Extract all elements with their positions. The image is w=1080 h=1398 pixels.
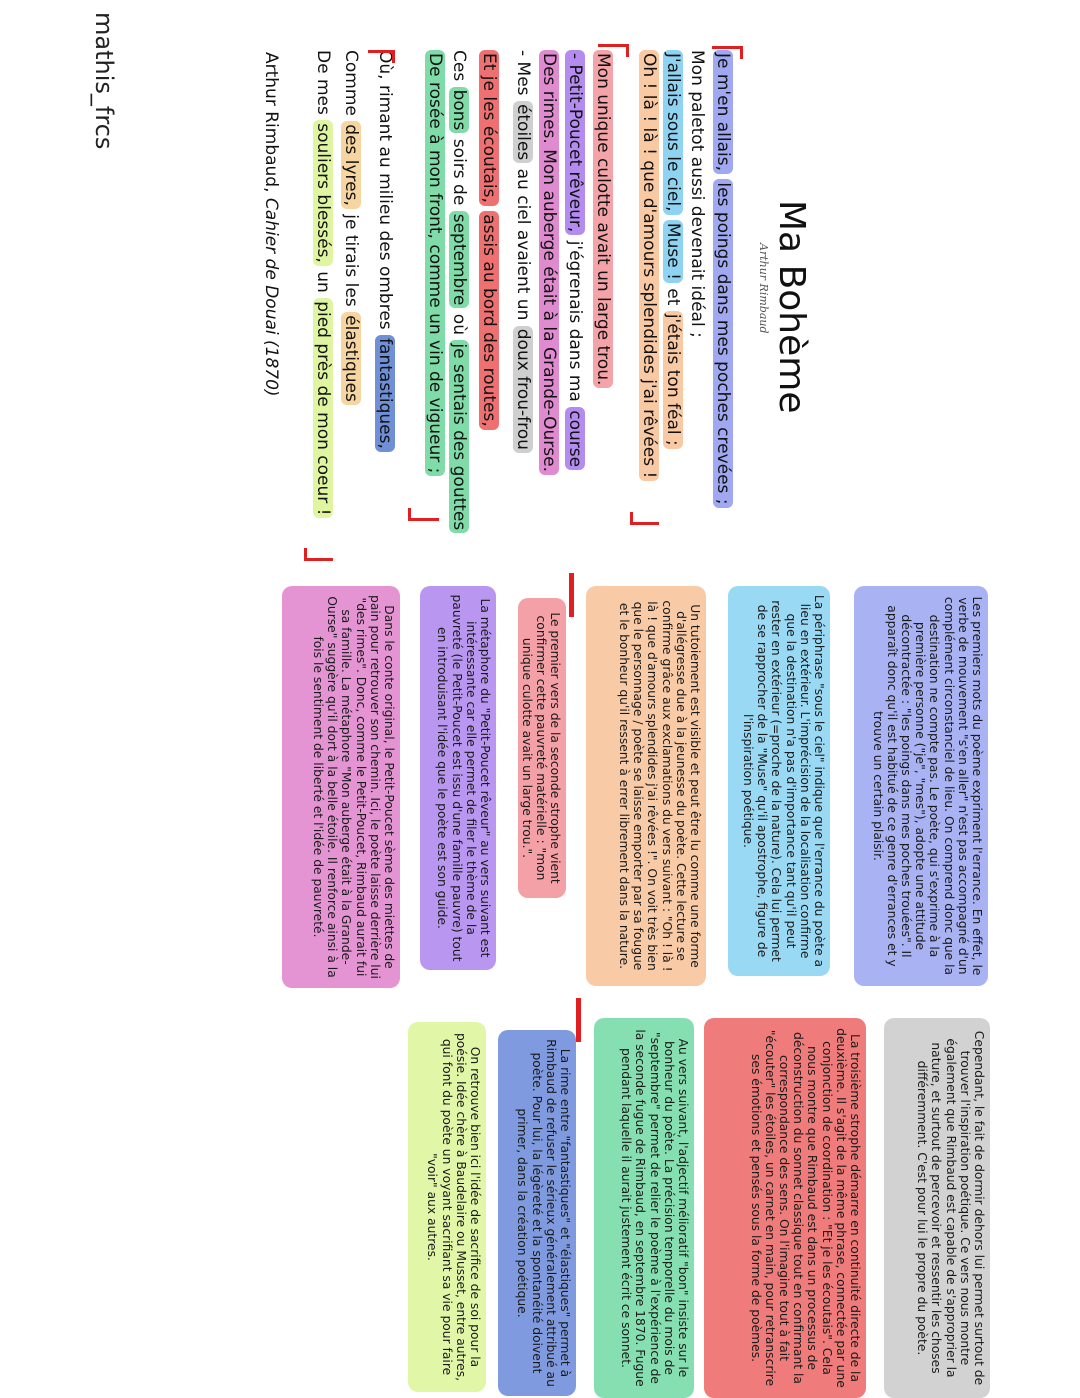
highlighted-text: Et je les écoutais, <box>479 50 499 206</box>
poem-line <box>512 50 534 453</box>
highlighted-text: les poings dans mes poches crevées ; <box>713 179 733 507</box>
poem-line <box>564 50 586 470</box>
poem-line <box>712 50 734 508</box>
highlighted-text: fantastiques, <box>375 335 395 452</box>
poem-line <box>686 50 708 338</box>
highlighted-text: je sentais des gouttes <box>449 340 469 533</box>
poem-line <box>478 50 500 430</box>
poem-line <box>312 50 334 518</box>
poem-line <box>592 50 614 388</box>
poem-text: Où, rimant au milieu des ombres <box>375 50 395 336</box>
poem-subtitle: Arthur Rimbaud <box>757 243 770 334</box>
poem-text: Ces <box>449 50 469 87</box>
divider-mark-2 <box>576 998 581 1042</box>
poem-text: je tirais les <box>341 208 361 313</box>
annotation-note: Les premiers mots du poème expriment l'errance. En effet, le verbe de mouvement "s'en aller" n'est pas accompagné d'un complément circonstanciel de lieu. On comprend donc que la destination ne compte pas. Le poète, qui s'exprime à la première personne ("je", "mes"), adopte une attitude décontractée : "les poings dans mes poches trouées". Il apparaît donc qu'il est habitué de ce genre d'errances et y trouve un certain plaisir. <box>854 586 988 986</box>
highlighted-text: Je m'en allais, <box>713 50 733 174</box>
poem-line <box>638 50 660 481</box>
highlighted-text: Mon unique culotte avait un large trou. <box>593 50 613 388</box>
annotation-note: La périphrase "sous le ciel" indique que l'errance du poète a lieu en extérieur. L'imprécision de la localisation confirme que la destination n'a pas d'importance tant qu'il peut rester en extérieur (=proche de la nature). Cela lui permet de se rapprocher de la "Muse" qu'il apostrophe, figure de l'inspiration poétique. <box>728 586 830 976</box>
stanza-bracket-4-bottom <box>304 548 333 561</box>
stanza-bracket-2-top <box>598 44 629 57</box>
attribution-source: Cahier de Douai (1870) <box>261 197 281 397</box>
poem-text: Comme <box>341 50 361 122</box>
poem-line <box>424 50 446 476</box>
annotation-note: La métaphore du "Petit-Poucet rêveur" au vers suivant est intéressante car elle permet de filer le thème de la pauvreté (le Petit-Poucet est issu d'une famille pauvre) tout en introduisant l'idée que le poète est son guide. <box>420 586 496 970</box>
stanza-bracket-1-top <box>712 46 743 59</box>
highlighted-text: course <box>565 407 585 470</box>
poem-text: Mon paletot aussi devenait idéal ; <box>687 50 707 338</box>
highlighted-text: Oh ! là ! là ! que d'amours splendides j'ai rêvées ! <box>639 50 659 481</box>
highlighted-text: assis au bord des routes, <box>479 211 499 429</box>
poem-text: au ciel avaient un <box>513 163 533 326</box>
annotation-note: On retrouve bien ici l'idée de sacrifice de soi pour la poésie. Idée chère à Baudelaire ou Musset, entre autres, qui font du poète un voyant sacrifiant sa vie pour faire "voir" aux autres. <box>408 1022 486 1392</box>
annotation-note: Dans le conte original, le Petit-Poucet sème des miettes de pain pour retrouver son chemin. Ici, le poète laisse derrière lui "des rimes". Donc, comme le Petit-Poucet, Rimbaud aurait fui sa famille. La métaphore "Mon auberge était à la Grande-Ourse" suggère qu'il dort à la belle étoile. Il renforce ainsi à la fois le sentiment de liberté et l'idée de pauvreté. <box>282 586 400 988</box>
highlighted-text: septembre <box>449 211 469 309</box>
annotation-note: Un tutoiement est visible et peut être lu comme une forme d'allégresse due à la jeunesse du poète. Cette lecture se confirme grâce aux exclamations du vers suivant : "Oh ! là ! là ! que d'amours splendides j'ai rêvées !". On voit très bien que le personnage / poète se laisse emporter par sa fougue et le bonheur qu'il ressent à errer librement dans la nature. <box>586 586 706 986</box>
highlighted-text: bons <box>449 87 469 134</box>
highlighted-text: pied près de mon coeur ! <box>313 298 333 518</box>
poem-text: - Mes <box>513 50 533 101</box>
highlighted-text: doux frou-frou <box>513 326 533 453</box>
poem-attribution <box>260 52 282 397</box>
poem-text: soirs de <box>449 133 469 211</box>
annotation-note: Le premier vers de la seconde strophe vient confirmer cette pauvreté matérielle : "mon unique culotte avait un large trou.". <box>518 598 566 898</box>
poem-text: un <box>313 265 333 299</box>
annotation-note: La troisième strophe démarre en continuité directe de la deuxième. Il s'agit de la même phrase, connectée par une conjonction de coordination : "Et je les écoutais". Cela nous montre que Rimbaud est dans un processus de déconstruction du sonnet classique tout en confirmant la correspondance des sens. On l'imagine tout à fait "écouter" les étoiles, un carnet en main, pour retranscrire ses émotions et pensés sous la forme de poèmes. <box>704 1018 866 1398</box>
attribution-author: Arthur Rimbaud, <box>261 52 281 198</box>
annotation-note: Cependant, le fait de dormir dehors lui permet surtout de trouver l'inspiration poétique. Ce vers nous montre également que Rimbaud est capable de s'approprier la nature, et surtout de percevoir et ressentir les choses différemment. C'est pour lui le propre du poète. <box>884 1018 990 1398</box>
poem-line <box>538 50 560 475</box>
poem-line <box>662 50 684 449</box>
highlighted-text: j'étais ton féal ; <box>663 311 683 449</box>
highlighted-text: Des rimes. Mon auberge était à la Grande-Ourse. <box>539 50 559 475</box>
highlighted-text: souliers blessés, <box>313 120 333 266</box>
stanza-bracket-1-bottom <box>630 512 659 525</box>
highlighted-text: Muse ! <box>663 220 683 283</box>
highlighted-text: étoiles <box>513 101 533 163</box>
divider-mark-1 <box>569 573 574 617</box>
highlighted-text: De rosée à mon front, comme un vin de vigueur ; <box>425 50 445 476</box>
poem-line <box>448 50 470 533</box>
annotation-note: Au vers suivant, l'adjectif mélioratif "bon" insiste sur le bonheur du poète. La précision temporelle du mois de "septembre" permet de relier le poème à l'expérience de la seconde fugue de Rimbaud, en septembre 1870. Fugue pendant laquelle il aurait justement écrit ce sonnet. <box>594 1018 694 1398</box>
highlighted-text: J'allais sous le ciel, <box>663 50 683 215</box>
username-watermark: mathis_frcs <box>90 12 118 150</box>
poem-text: j'égrenais dans ma <box>565 235 585 408</box>
stanza-bracket-3-bottom <box>408 508 439 521</box>
poem-line <box>340 50 362 405</box>
highlighted-text: - Petit-Poucet rêveur, <box>565 50 585 235</box>
stanza-bracket-4-top <box>368 50 395 63</box>
highlighted-text: élastiques <box>341 312 361 405</box>
poem-line <box>374 50 396 452</box>
poem-text: et <box>663 282 683 311</box>
poem-text: De mes <box>313 50 333 121</box>
annotation-note: La rime entre "fantastiques" et "élastiques" permet à Rimbaud de refuser le sérieux généralement attribué au poète. Pour lui, la légèreté et la spontanéité doivent primer, dans la création poétique. <box>498 1030 576 1396</box>
highlighted-text: des lyres, <box>341 121 361 209</box>
poem-title: Ma Bohème <box>771 200 812 414</box>
poem-text: où <box>449 308 469 341</box>
